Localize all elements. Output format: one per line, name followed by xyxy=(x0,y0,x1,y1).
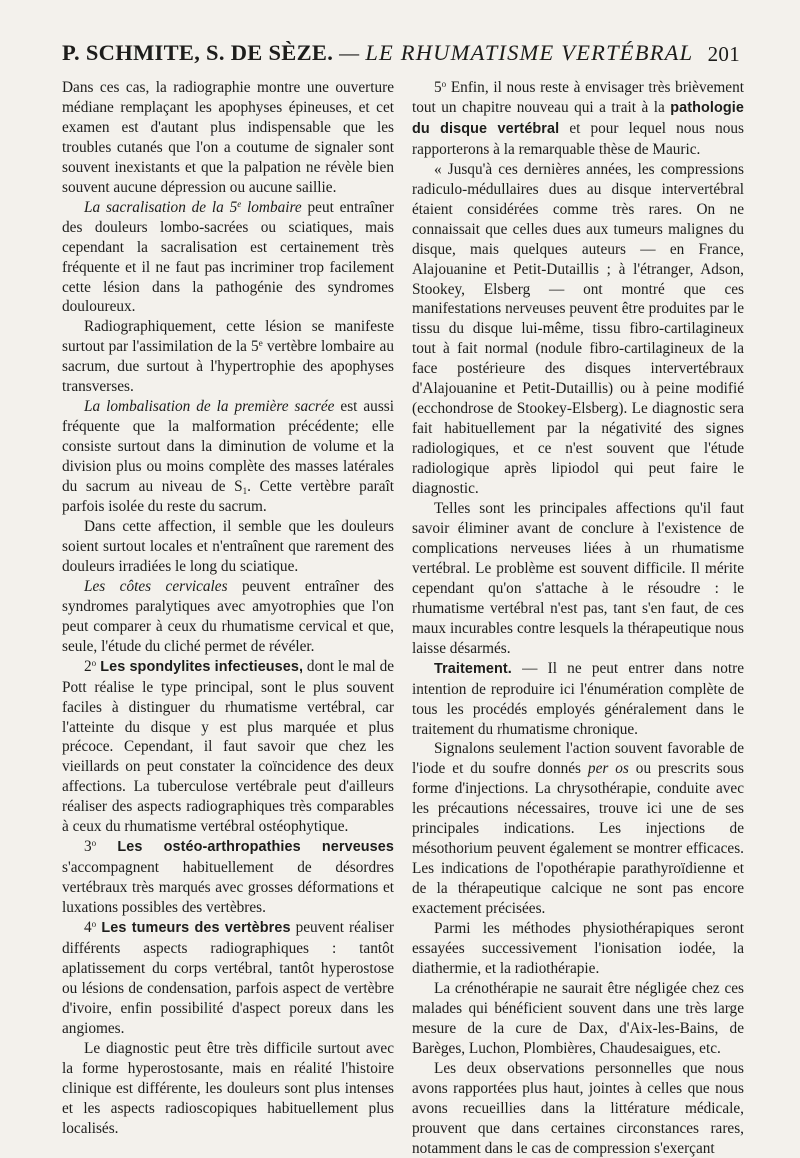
paragraph: Parmi les méthodes physiothérapiques seront essayées successivement l'ionisation iodée, la diathermie, et la radiothérapie. xyxy=(412,920,744,977)
page-number: 201 xyxy=(707,42,740,66)
header-title: LE RHUMATISME VERTÉBRAL xyxy=(365,40,694,65)
paragraph: 5$^o$ Enfin, il nous reste à envisager très brièvement tout un chapitre nouveau qui a trait à la pathologie du disque vertébral et pour lequel nous nous rapporterons à la remarquable thèse de Mauric. xyxy=(412,79,744,158)
paragraph: 2$^o$ Les spondylites infectieuses, dont le mal de Pott réalise le type principal, sont le plus souvent faciles à distinguer du rhumatisme vertébral, car l'atteinte du disque y est plus marquée et plus précoce. Cependant, il faut savoir que chez les vieillards on peut constater la coïncidence des deux affections. La tuberculose vertébrale peut d'ailleurs réaliser des aspects radiographiques très comparables à ceux du rhumatisme vertébral ostéophytique. xyxy=(62,657,395,836)
paragraph: 3$^o$ Les ostéo-arthropathies nerveuses s'accompagnent habituellement de désordres vertébraux très marqués avec grosses déformations et luxations possibles des vertèbres. xyxy=(62,838,394,917)
paragraph: Dans ces cas, la radiographie montre une ouverture médiane remplaçant les apophyses épineuses, et cet examen est d'autant plus indispensable que les troubles cutanés que l'on a coutume de signaler sont souvent inexistants et que la palpation ne révèle bien souvent aucune dépression ou aucune saillie. xyxy=(62,79,394,196)
paragraph: La crénothérapie ne saurait être négligée chez ces malades qui bénéficient souvent dans une très large mesure de la cure de Dax, d'Aix-les-Bains, de Barèges, Luchon, Plombières, Chaudesaigues, etc. xyxy=(412,979,744,1057)
left-column xyxy=(62,78,394,1139)
paragraph: Telles sont les principales affections qu'il faut savoir éliminer avant de conclure à l'existence de complications nerveuses liées à un rhumatisme vertébral. Le problème est souvent difficile. Il mérite cependant qu'on s'attache à le résoudre : le rhumatisme vertébral n'est pas, tant s'en faut, de ces maux incurables contre lesquels la thérapeutique nous laisse désarmés. xyxy=(412,500,744,657)
paragraph: Radiographiquement, cette lésion se manifeste surtout par l'assimilation de la 5e vertèbre lombaire au sacrum, due surtout à l'hypertrophie des apophyses transverses. xyxy=(62,318,394,396)
running-header xyxy=(62,40,740,74)
right-column xyxy=(412,78,744,1158)
header-dash: — xyxy=(333,40,366,65)
paragraph: Les côtes cervicales peuvent entraîner des syndromes paralytiques avec amyotrophies que l'on peut comparer à ceux du rhumatisme cervical et que, seule, l'étude du cliché permet de révéler. xyxy=(62,577,394,655)
paragraph: Traitement. — Il ne peut entrer dans notre intention de reproduire ici l'énumération complète de tous les procédés employés généralement dans le traitement du rhumatisme chronique. xyxy=(412,659,744,738)
header-authors: P. SCHMITE, S. DE SÈZE. xyxy=(62,40,334,65)
section-heading: pathologie du disque vertébral xyxy=(412,99,744,137)
paragraph: Le diagnostic peut être très difficile surtout avec la forme hyperostosante, mais en réalité l'histoire clinique est différente, les douleurs sont plus intenses et les aspects radioscopiques habituellement plus localisés. xyxy=(62,1039,394,1137)
paragraph: La sacralisation de la 5e lombaire peut entraîner des douleurs lombo-sacrées ou sciatiques, mais cependant la sacralisation est certainement très fréquente et il ne faut pas incriminer trop facilement cette lésion dans la pathogénie des syndromes douloureux. xyxy=(62,198,394,316)
paragraph: Les deux observations personnelles que nous avons rapportées plus haut, jointes à celles que nous avons recueillies dans la littérature médicale, prouvent que dans certaines circonstances rares, notamment dans le cas de compression s'exerçant xyxy=(412,1059,744,1157)
section-heading: Les tumeurs des vertèbres xyxy=(96,920,291,937)
section-heading: Les ostéo-arthropathies nerveuses xyxy=(96,839,394,856)
section-heading: Les spondylites infectieuses, xyxy=(96,658,304,675)
section-heading: Traitement. xyxy=(434,660,512,677)
paragraph: Signalons seulement l'action souvent favorable de l'iode et du soufre donnés per os ou prescrits sous forme d'injections. La chrysothérapie, conduite avec les précautions nécessaires, trouve ici une de ses principales indications. Les injections de mésothorium peuvent également se montrer efficaces. Les indications de l'opothérapie parathyroïdienne et de la thérapeutique calcique ne sont pas encore exactement précisées. xyxy=(412,740,744,918)
paragraph: Dans cette affection, il semble que les douleurs soient surtout locales et n'entraînent que rarement des douleurs irradiées le long du sciatique. xyxy=(62,517,394,575)
paragraph: 4$^o$ Les tumeurs des vertèbres peuvent réaliser différents aspects radiographiques : tantôt aplatissement du corps vertébral, tantôt hyperostose ou lésions de condensation, parfois aspect de vertèbre d'ivoire, enfin possibilité d'aspect poreux dans les angiomes. xyxy=(62,919,394,1037)
paragraph: « Jusqu'à ces dernières années, les compressions radiculo-médullaires dues au disque intervertébral étaient considérées comme très rares. On ne connaissait que celles dues aux tumeurs malignes du disque, mais quelques auteurs — en France, Alajouanine et Petit-Dutaillis ; à l'étranger, Adson, Stookey, Elsberg — ont montré que ces manifestations nerveuses peuvent être produites par le tissu du disque lui-même, tissu fibro-cartilagineux tout à fait normal (nodule fibro-cartilagineux de la face postérieure des disques intervertébraux d'Alajouanine et Petit-Dutaillis) ou à peine modifié (ecchondrose de Stookey-Elsberg). Le diagnostic sera fait habituellement par la négativité des signes radiologiques, et ce n'est souvent que l'étude radiologique après lipiodol qui peut faire le diagnostic. xyxy=(412,160,744,498)
paragraph: La lombalisation de la première sacrée est aussi fréquente que la malformation précédente; elle consiste surtout dans la diminution de volume et la division plus ou moins complète des masses latérales du sacrum au niveau de $S_1$. Cette vertèbre paraît parfois isolée du reste du sacrum. xyxy=(62,398,394,516)
